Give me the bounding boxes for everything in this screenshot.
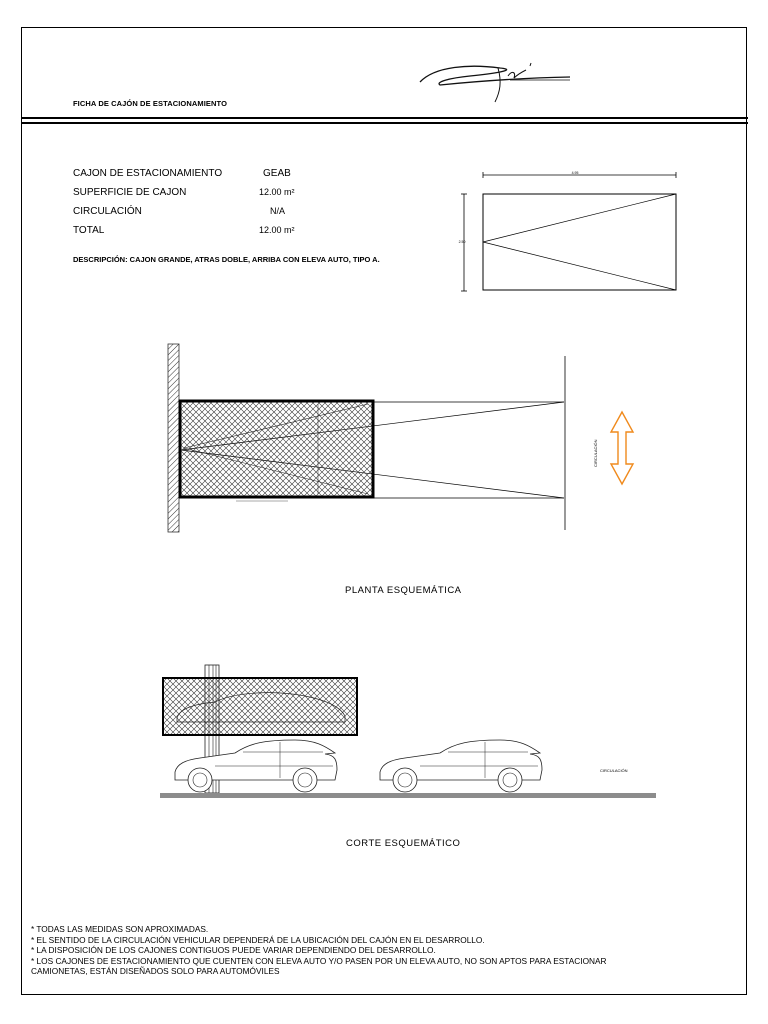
info-value-2: 12.00 m²: [259, 187, 295, 197]
circulation-arrow-icon: [608, 410, 636, 486]
info-label-4: TOTAL: [73, 225, 105, 236]
section-caption: CORTE ESQUEMÁTICO: [346, 838, 461, 849]
header-rule-top: [21, 117, 748, 119]
section-diagram: [155, 660, 665, 805]
info-value-3: N/A: [270, 206, 286, 216]
plan-diagram: [160, 340, 660, 540]
car-1-icon: [175, 740, 337, 792]
info-label-1: CAJON DE ESTACIONAMIENTO: [73, 168, 223, 179]
section-circulation-label: CIRCULACIÓN: [600, 768, 628, 773]
note-4-cont: CAMIONETAS, ESTÁN DISEÑADOS SOLO PARA AUTOMÓVILES: [31, 966, 280, 977]
info-label-3: CIRCULACIÓN: [73, 206, 142, 217]
info-label-2: SUPERFICIE DE CAJON: [73, 187, 187, 198]
notes-block: [31, 924, 607, 977]
note-3: * LA DISPOSICIÓN DE LOS CAJONES CONTIGUOS PUEDE VARIAR DEPENDIENDO DEL DESARROLLO.: [31, 945, 436, 956]
note-2: * EL SENTIDO DE LA CIRCULACIÓN VEHICULAR DEPENDERÁ DE LA UBICACIÓN DEL CAJÓN EN EL DESARROLLO.: [31, 934, 485, 945]
note-4: * LOS CAJONES DE ESTACIONAMIENTO QUE CUENTEN CON ELEVA AUTO Y/O PASEN POR UN ELEVA AUTO, NO SON APTOS PARA ESTACIONAR: [31, 955, 607, 966]
info-value-1: GEAB: [263, 168, 291, 179]
svg-text:CIRCULACIÓN: CIRCULACIÓN: [593, 439, 598, 467]
plan-caption: PLANTA ESQUEMÁTICA: [345, 585, 462, 596]
height-dimension: 2.50: [458, 240, 466, 244]
signature: [410, 52, 580, 112]
small-plan-diagram: [450, 165, 690, 300]
car-2-icon: [380, 740, 542, 792]
width-dimension: 4.95: [571, 171, 579, 175]
description: DESCRIPCIÓN: CAJON GRANDE, ATRAS DOBLE, ARRIBA CON ELEVA AUTO, TIPO A.: [73, 255, 380, 264]
header-rule-bottom: [21, 122, 748, 124]
note-1: * TODAS LAS MEDIDAS SON APROXIMADAS.: [31, 924, 209, 934]
info-value-4: 12.00 m²: [259, 225, 295, 235]
sheet-title: FICHA DE CAJÓN DE ESTACIONAMIENTO: [73, 99, 228, 108]
plan-circulation-label: [590, 425, 602, 470]
